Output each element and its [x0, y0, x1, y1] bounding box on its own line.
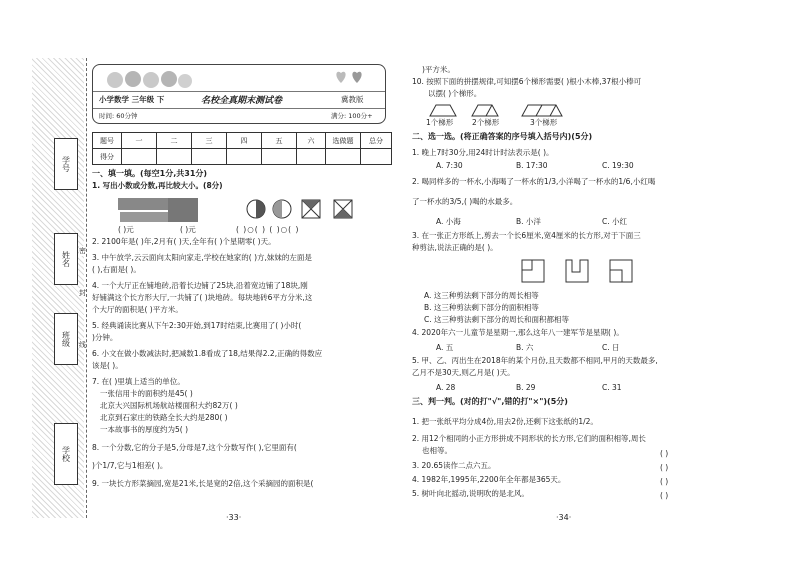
- money-answer-2[interactable]: ( )元: [180, 225, 196, 234]
- option-c[interactable]: C. 日: [602, 343, 620, 352]
- student-id-label: 学号: [61, 156, 71, 172]
- right-column: [412, 64, 712, 100]
- choice-question-2-block: [412, 176, 712, 208]
- option-b[interactable]: B. 小洋: [516, 217, 541, 226]
- question-6-line2: 该是( )。: [92, 361, 123, 370]
- section-1-heading: 一、填一填。(每空1分,共31分): [92, 169, 208, 178]
- option-a[interactable]: A. 小海: [436, 217, 461, 226]
- question-5-line2: )分钟。: [92, 333, 118, 342]
- school-label: 学校: [61, 446, 71, 462]
- score-table-row: [93, 149, 392, 165]
- table-cell: 五: [262, 133, 297, 149]
- score-cell[interactable]: [262, 149, 297, 165]
- option-a[interactable]: A. 7:30: [436, 161, 463, 170]
- section-3-heading: 三、判一判。(对的打"√",错的打"×")(5分): [412, 397, 568, 406]
- choice-question-3: 3. 在一张正方形纸上,剪去一个长6厘米,宽4厘米的长方形,对于下面三: [412, 231, 641, 240]
- student-id-box[interactable]: [54, 138, 78, 190]
- choice-question-4-block: [412, 327, 712, 339]
- question-7b: 北京大兴国际机场航站楼面积大约82万( ): [100, 401, 238, 410]
- answer-paren[interactable]: ( ): [660, 491, 669, 500]
- score-table: [92, 132, 392, 165]
- answer-paren[interactable]: ( ): [660, 477, 669, 486]
- judge-question-5: 5. 树叶向北摇动,说明吹的是北风。: [412, 489, 529, 498]
- left-column: [92, 168, 392, 192]
- page-number-right: ·34·: [556, 513, 572, 522]
- choice-question-3-line2: 种剪法,说法正确的是( )。: [412, 243, 498, 252]
- question-10-line2: 以摆( )个梯形。: [428, 89, 482, 98]
- choice-question-1: 1. 晚上7时30分,用24时计时法表示是( )。: [412, 148, 554, 157]
- cut-word: 密: [79, 247, 86, 255]
- cut-word: 线: [79, 341, 86, 349]
- question-4-line2: 好铺满这个长方形大厅,一共铺了( )块地砖。每块地砖6平方分米,这: [92, 293, 313, 302]
- question-8: 8. 一个分数,它的分子是5,分母是7,这个分数写作( ),它里面有(: [92, 443, 297, 452]
- class-box[interactable]: [54, 313, 78, 365]
- option-a[interactable]: A. 五: [436, 343, 454, 352]
- children-illustration: [103, 67, 193, 91]
- choice-question-5-line2: 乙月不是30天,则乙月是( )天。: [412, 368, 515, 377]
- trapezoid-label: 1个梯形: [426, 118, 454, 127]
- option-c[interactable]: C. 这三种剪法剩下部分的周长和面积都相等: [424, 315, 570, 324]
- table-cell: 选做题: [326, 133, 361, 149]
- score-table-row: [93, 133, 392, 149]
- table-cell: 得分: [93, 149, 122, 165]
- judge-question-3: 3. 20.65读作二点六五。: [412, 461, 496, 470]
- time-label: 时间: 60分钟: [99, 112, 138, 120]
- judge-question-2: 2. 用12个相同的小正方形拼成不同形状的长方形,它们的面积相等,周长: [412, 434, 646, 443]
- score-cell[interactable]: [122, 149, 157, 165]
- option-b[interactable]: B. 六: [516, 343, 534, 352]
- compare-blanks[interactable]: ( )○( ) ( )○( ): [236, 225, 300, 234]
- option-b[interactable]: B. 29: [516, 383, 536, 392]
- judge-question-1: 1. 把一张纸平均分成4份,用去2份,还剩下这张纸的1/2。: [412, 417, 598, 426]
- left-questions: [92, 236, 392, 490]
- question-10: 10. 按照下面的拼摆规律,可知摆6个梯形需要( )根小木棒,37根小棒可: [412, 77, 642, 86]
- option-a[interactable]: A. 这三种剪法剩下部分的周长相等: [424, 291, 539, 300]
- question-3: 3. 中午放学,云云面向太阳向家走,学校在她家的( )方,妹妹的左面是: [92, 253, 312, 262]
- subject-label: 小学数学 三年级 下: [99, 95, 165, 104]
- judge-question-2-line2: 也相等。: [422, 446, 452, 455]
- exam-title: 名校全真期末测试卷: [201, 96, 283, 106]
- choice-question-3-options: [424, 290, 714, 326]
- cut-line: [86, 58, 87, 518]
- answer-paren[interactable]: ( ): [660, 449, 669, 458]
- cut-word: 封: [79, 289, 86, 297]
- trapezoid-pattern-figure: [426, 102, 586, 118]
- trapezoid-label: 3个梯形: [530, 118, 558, 127]
- score-cell[interactable]: [192, 149, 227, 165]
- question-6: 6. 小文在做小数减法时,把减数1.8看成了18,结果得2.2,正确的得数应: [92, 349, 323, 358]
- binding-strip: [32, 58, 84, 518]
- edition-label: 冀教版: [341, 95, 364, 104]
- choice-question-3-block: [412, 230, 712, 254]
- judge-question-4: 4. 1982年,1995年,2200年全年都是365天。: [412, 475, 566, 484]
- school-box[interactable]: [54, 423, 78, 485]
- question-5: 5. 经典诵读比赛从下午2:30开始,到17时结束,比赛用了( )小时(: [92, 321, 302, 330]
- question-7a: 一张信用卡的面积约是45( ): [100, 389, 193, 398]
- question-3-line2: ( ),右面是( )。: [92, 265, 141, 274]
- question-4-line3: 个大厅的面积是( )平方米。: [92, 305, 183, 314]
- option-c[interactable]: C. 31: [602, 383, 622, 392]
- question-7: 7. 在( )里填上适当的单位。: [92, 377, 185, 386]
- choice-question-4: 4. 2020年六一儿童节是星期一,那么这年八一建军节是星期( )。: [412, 328, 624, 337]
- choice-question-5-block: [412, 355, 712, 379]
- question-1: 1. 写出小数或分数,再比较大小。(8分): [92, 181, 223, 190]
- table-cell: 题号: [93, 133, 122, 149]
- choice-question-2: 2. 喝同样多的一杯水,小海喝了一杯水的1/3,小洋喝了一杯水的1/6,小红喝: [412, 177, 656, 186]
- section-2-heading: 二、选一选。(将正确答案的序号填入括号内)(5分): [412, 132, 593, 141]
- trapezoid-label: 2个梯形: [472, 118, 500, 127]
- table-cell: 二: [157, 133, 192, 149]
- class-label: 班级: [61, 331, 71, 347]
- score-cell[interactable]: [326, 149, 361, 165]
- question-9: 9. 一块长方形菜摘园,宽是21米,长是宽的2倍,这个采摘园的面积是(: [92, 479, 314, 488]
- score-cell[interactable]: [361, 149, 392, 165]
- option-c[interactable]: C. 19:30: [602, 161, 634, 170]
- table-cell: 一: [122, 133, 157, 149]
- table-cell: 六: [297, 133, 326, 149]
- cut-square-figure: [518, 258, 638, 284]
- table-cell: 三: [192, 133, 227, 149]
- question-7c: 北京到石家庄的铁路全长大约是280( ): [100, 413, 228, 422]
- name-label: 姓名: [61, 251, 71, 267]
- money-answer-1[interactable]: ( )元: [118, 225, 134, 234]
- score-cell[interactable]: [297, 149, 326, 165]
- option-b[interactable]: B. 这三种剪法剩下部分的面积相等: [424, 303, 539, 312]
- table-cell: 总分: [361, 133, 392, 149]
- name-box[interactable]: [54, 233, 78, 285]
- full-score-label: 满分: 100分+: [331, 112, 373, 120]
- banknote-image: [168, 198, 198, 222]
- choice-question-5: 5. 甲、乙、丙出生在2018年的某个月份,且天数都不相同,甲月的天数最多,: [412, 356, 658, 365]
- table-cell: 四: [227, 133, 262, 149]
- answer-paren[interactable]: ( ): [660, 463, 669, 472]
- fraction-shapes-figure: [246, 198, 362, 222]
- question-9-end: )平方米。: [422, 65, 455, 74]
- question-7d: 一本故事书的厚度约为5( ): [100, 425, 189, 434]
- option-b[interactable]: B. 17:30: [516, 161, 548, 170]
- question-8-line2: )个1/7,它与1相差( )。: [92, 461, 168, 470]
- page-number-left: ·33·: [226, 513, 242, 522]
- score-cell[interactable]: [227, 149, 262, 165]
- section-2: [412, 131, 712, 159]
- question-4: 4. 一个大厅正在铺地砖,沿着长边铺了25块,沿着宽边铺了18块,刚: [92, 281, 308, 290]
- exam-header: [92, 64, 386, 124]
- choice-question-2-line2: 了一杯水的3/5,( )喝的水最多。: [412, 197, 518, 206]
- score-cell[interactable]: [157, 149, 192, 165]
- question-2: 2. 2100年是( )年,2月有( )天,全年有( )个星期零( )天。: [92, 237, 276, 246]
- option-a[interactable]: A. 28: [436, 383, 456, 392]
- heart-balloons-icon: [331, 67, 371, 87]
- option-c[interactable]: C. 小红: [602, 217, 628, 226]
